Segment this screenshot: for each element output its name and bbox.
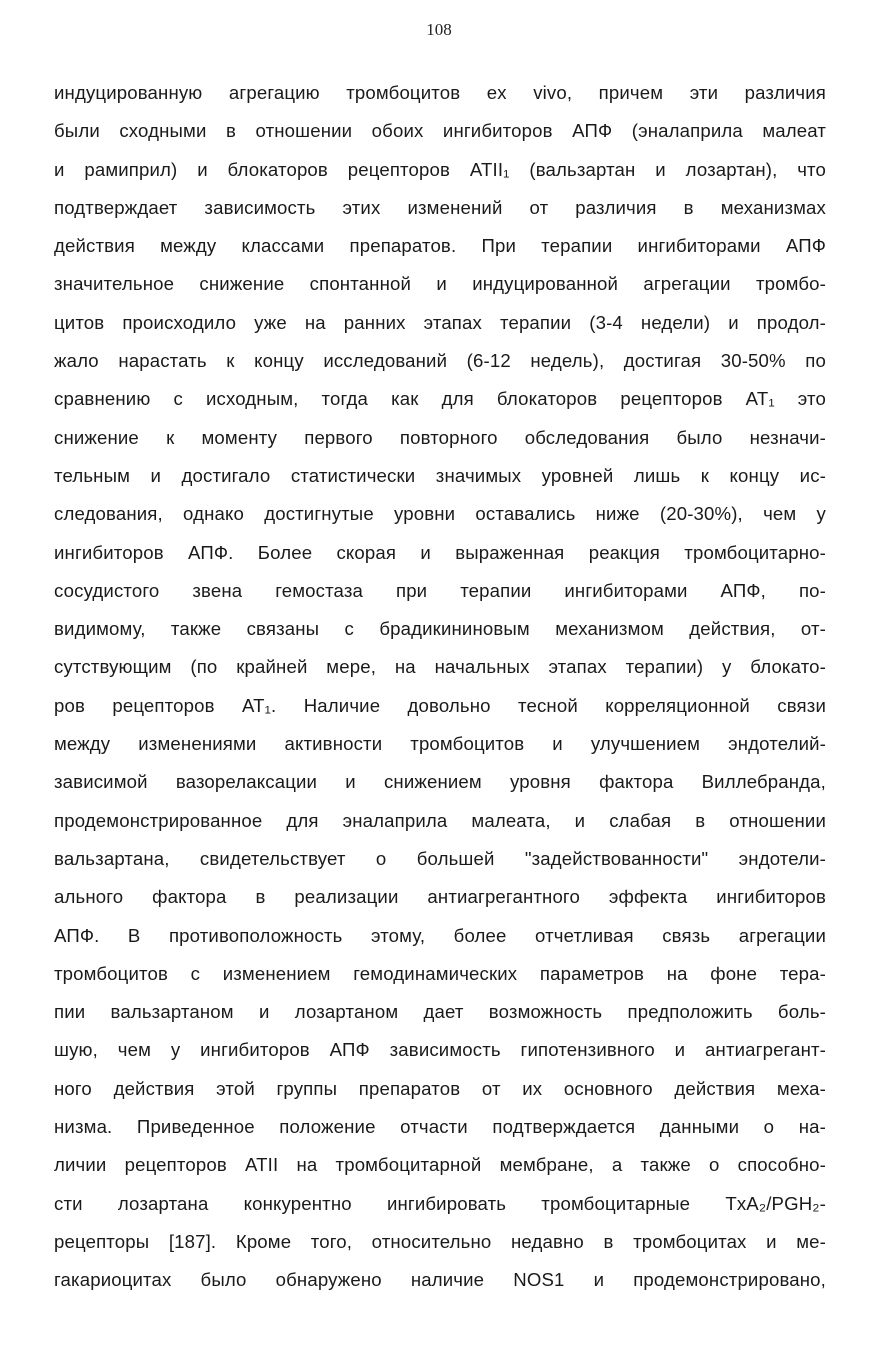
text-line: следования, однако достигнутые уровни оставались ниже (20-30%), чем у <box>54 503 826 525</box>
text-line: ального фактора в реализации антиагрегантного эффекта ингибиторов <box>54 886 826 908</box>
text-line: рецепторы [187]. Кроме того, относительно недавно в тромбоцитах и ме- <box>54 1230 826 1252</box>
text-line: тельным и достигало статистически значимых уровней лишь к концу ис- <box>54 464 826 486</box>
text-line: и рамиприл) и блокаторов рецепторов ATII₁ (вальзартан и лозартан), что <box>54 158 826 180</box>
text-line: снижение к моменту первого повторного обследования было незначи- <box>54 426 826 448</box>
body-text <box>54 74 826 1300</box>
text-line: гакариоцитах было обнаружено наличие NOS1 и продемонстрировано, <box>54 1269 826 1291</box>
text-line: цитов происходило уже на ранних этапах терапии (3-4 недели) и продол- <box>54 311 826 333</box>
text-line: сти лозартана конкурентно ингибировать тромбоцитарные TxA₂/PGH₂- <box>54 1192 826 1214</box>
text-line: пии вальзартаном и лозартаном дает возможность предположить боль- <box>54 1001 826 1023</box>
text-line: тромбоцитов с изменением гемодинамических параметров на фоне тера- <box>54 962 826 984</box>
text-line: сравнению с исходным, тогда как для блокаторов рецепторов AT₁ это <box>54 388 826 410</box>
page-number: 108 <box>426 20 452 39</box>
text-line: АПФ. В противоположность этому, более отчетливая связь агрегации <box>54 924 826 946</box>
text-line: шую, чем у ингибиторов АПФ зависимость гипотензивного и антиагрегант- <box>54 1039 826 1061</box>
text-line: продемонстрированное для эналаприла малеата, и слабая в отношении <box>54 809 826 831</box>
text-line: подтверждает зависимость этих изменений от различия в механизмах <box>54 196 826 218</box>
text-line: были сходными в отношении обоих ингибиторов АПФ (эналаприла малеат <box>54 120 826 142</box>
text-line: сосудистого звена гемостаза при терапии ингибиторами АПФ, по- <box>54 579 826 601</box>
text-line: низма. Приведенное положение отчасти подтверждается данными о на- <box>54 1116 826 1138</box>
text-line: между изменениями активности тромбоцитов и улучшением эндотелий- <box>54 733 826 755</box>
text-line: ингибиторов АПФ. Более скорая и выраженная реакция тромбоцитарно- <box>54 541 826 563</box>
text-line: вальзартана, свидетельствует о большей "задействованности" эндотели- <box>54 847 826 869</box>
text-line: жало нарастать к концу исследований (6-12 недель), достигая 30-50% по <box>54 350 826 372</box>
text-line: видимому, также связаны с брадикининовым механизмом действия, от- <box>54 618 826 640</box>
text-line: значительное снижение спонтанной и индуцированной агрегации тромбо- <box>54 273 826 295</box>
text-line: действия между классами препаратов. При терапии ингибиторами АПФ <box>54 235 826 257</box>
text-line: ного действия этой группы препаратов от их основного действия меха- <box>54 1077 826 1099</box>
text-line: индуцированную агрегацию тромбоцитов ex vivo, причем эти различия <box>54 82 826 103</box>
text-line: сутствующим (по крайней мере, на начальных этапах терапии) у блокато- <box>54 656 826 678</box>
text-line: ров рецепторов AT₁. Наличие довольно тесной корреляционной связи <box>54 694 826 716</box>
text-line: личии рецепторов ATII на тромбоцитарной мембране, а также о способно- <box>54 1154 826 1176</box>
text-line: зависимой вазорелаксации и снижением уровня фактора Виллебранда, <box>54 771 826 793</box>
